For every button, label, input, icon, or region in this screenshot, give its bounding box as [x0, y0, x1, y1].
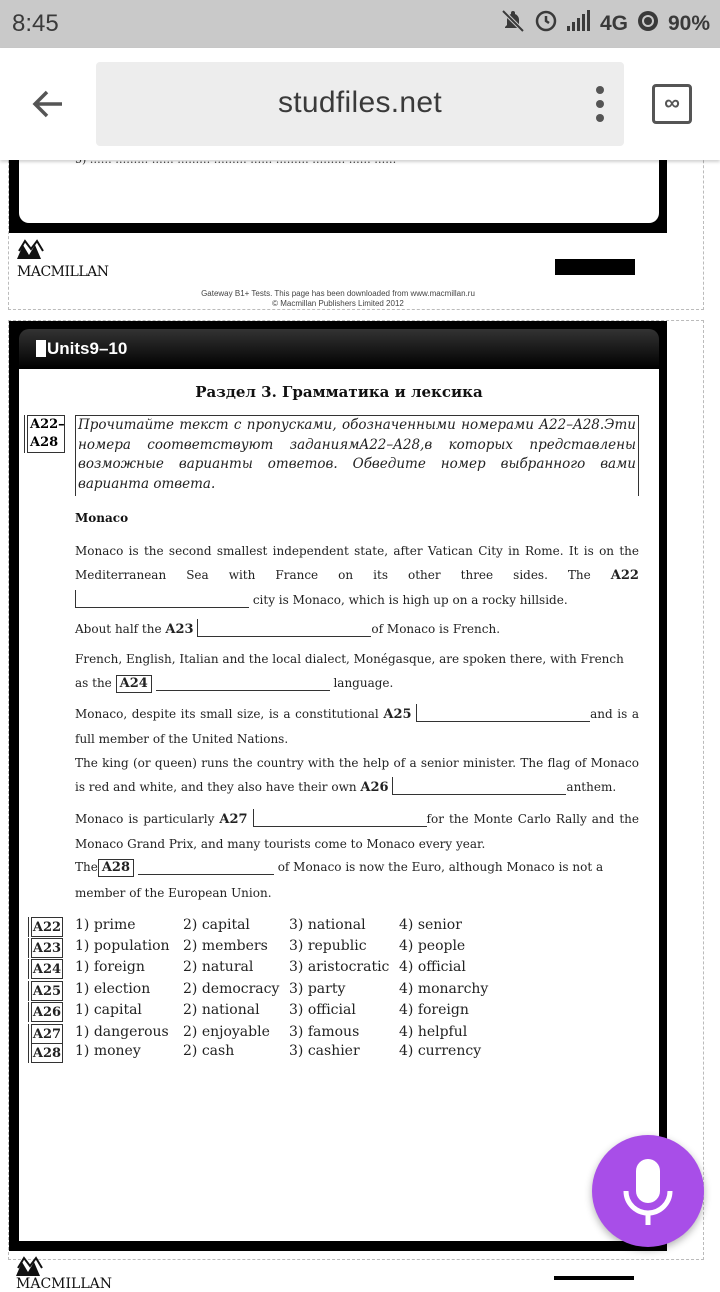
blank-a22 — [75, 590, 249, 608]
option-label: A26 — [31, 1002, 63, 1022]
next-macmillan-text: MACMILLAN — [16, 1276, 112, 1292]
alarm-icon — [534, 9, 558, 39]
blank-a26 — [392, 777, 566, 795]
signal-icon — [566, 10, 592, 38]
p3-text-b: language. — [333, 676, 394, 690]
task-range-box — [27, 415, 65, 453]
p5-text-b: anthem. — [566, 780, 617, 794]
p7-text-b: of Monaco is now the Euro, although Monaco is not a member of the European Union. — [75, 860, 604, 900]
gap-a27: A27 — [219, 812, 248, 827]
option-1[interactable]: 1) capital — [75, 1002, 142, 1018]
footer-line-2: © Macmillan Publishers Limited 2012 — [272, 299, 404, 308]
microphone-icon — [592, 1135, 704, 1247]
network-type: 4G — [599, 12, 628, 35]
option-3[interactable]: 3) republic — [289, 938, 367, 954]
instruction: Прочитайте текст с пропусками, обозначенными номерами A22–A28.Эти номера соответствуют заданиямA22–A28,в которых представлены возможные варианты ответов. Обведите номер выбранного вами варианта ответа. — [75, 415, 639, 496]
blank-a28 — [138, 857, 274, 875]
address-bar[interactable] — [96, 62, 624, 146]
option-2[interactable]: 2) democracy — [183, 981, 280, 997]
option-1[interactable]: 1) money — [75, 1043, 141, 1059]
blank-a27 — [253, 809, 427, 827]
gap-a24: A24 — [116, 675, 152, 693]
p2-text-a: About half the — [75, 622, 162, 636]
task-range-1: A22– — [30, 417, 65, 432]
option-2[interactable]: 2) natural — [183, 959, 254, 975]
status-icons — [500, 9, 710, 39]
page-viewport[interactable] — [0, 160, 720, 1292]
tab-switcher-button[interactable]: ∞ — [652, 84, 692, 124]
option-3[interactable]: 3) official — [289, 1002, 356, 1018]
option-3[interactable]: 3) national — [289, 917, 366, 933]
option-1[interactable]: 1) election — [75, 981, 151, 997]
footer-line-1: Gateway B1+ Tests. This page has been downloaded from www.macmillan.ru — [201, 289, 475, 298]
paragraph-2 — [75, 617, 639, 642]
option-1[interactable]: 1) foreign — [75, 959, 145, 975]
gap-a25: A25 — [383, 707, 412, 722]
p6-text-a: Monaco is particularly — [75, 812, 215, 826]
option-3[interactable]: 3) famous — [289, 1024, 360, 1040]
gap-a22: A22 — [610, 568, 639, 583]
option-2[interactable]: 2) members — [183, 938, 268, 954]
option-label: A27 — [31, 1024, 63, 1044]
option-3[interactable]: 3) party — [289, 981, 346, 997]
p1-text-b: city is Monaco, which is high up on a rocky hillside. — [252, 593, 568, 607]
gap-a26: A26 — [360, 780, 389, 795]
option-2[interactable]: 2) cash — [183, 1043, 235, 1059]
macmillan-logo — [17, 241, 108, 280]
option-2[interactable]: 2) capital — [183, 917, 250, 933]
p4-text-a: Monaco, despite its small size, is a constitutional — [75, 707, 379, 721]
option-1[interactable]: 1) population — [75, 938, 170, 954]
header-marker — [36, 340, 46, 357]
p2-text-b: of Monaco is French. — [371, 622, 501, 636]
macmillan-icon — [17, 241, 43, 259]
option-4[interactable]: 4) people — [399, 938, 466, 954]
p4-text-b: and is a full member of the United Nations. — [75, 707, 639, 746]
p7-text-a: The — [75, 860, 98, 874]
blank-a23 — [197, 619, 371, 637]
mute-icon — [500, 8, 526, 40]
p6-text-b: for the Monte Carlo Rally and the Monaco Grand Prix, and many tourists come to Monaco every year. — [75, 812, 639, 851]
blank-a25 — [416, 704, 590, 722]
paragraph-6 — [75, 807, 639, 856]
units-title: Units9–10 — [47, 339, 128, 358]
option-2[interactable]: 2) enjoyable — [183, 1024, 270, 1040]
macmillan-text: MACMILLAN — [17, 264, 109, 280]
units-header — [19, 329, 659, 369]
url-text: studfiles.net — [278, 86, 442, 119]
document-page — [8, 320, 704, 1260]
option-label: A22 — [31, 917, 63, 937]
task-range-2: A28 — [30, 435, 59, 450]
data-saver-icon — [636, 9, 660, 39]
next-page-logo — [16, 1258, 112, 1292]
previous-page — [8, 140, 704, 310]
gap-a28: A28 — [98, 859, 134, 877]
paragraph-4 — [75, 702, 639, 751]
next-black-bar — [554, 1276, 634, 1280]
option-3[interactable]: 3) aristocratic — [289, 959, 390, 975]
option-1[interactable]: 1) prime — [75, 917, 136, 933]
more-vert-icon[interactable] — [592, 86, 608, 122]
black-bar — [555, 259, 635, 275]
paragraph-5 — [75, 751, 639, 800]
status-time: 8:45 — [12, 10, 59, 37]
paragraph-1 — [75, 539, 639, 612]
option-4[interactable]: 4) foreign — [399, 1002, 469, 1018]
paragraph-3 — [75, 647, 639, 695]
paragraph-7 — [75, 854, 639, 906]
option-label: A25 — [31, 981, 63, 1001]
option-4[interactable]: 4) official — [399, 959, 466, 975]
text-title: Monaco — [75, 511, 129, 525]
battery-level: 90% — [667, 12, 710, 35]
section-title: Раздел 3. Грамматика и лексика — [195, 383, 483, 401]
option-4[interactable]: 4) helpful — [399, 1024, 468, 1040]
status-bar — [0, 0, 720, 48]
p3-text-a: French, English, Italian and the local dialect, Monégasque, are spoken there, with French as the — [75, 652, 624, 690]
p5-text-a: The king (or queen) runs the country with the help of a senior minister. The flag of Monaco is red and white, and they also have their own — [75, 756, 639, 794]
p1-text-a: Monaco is the second smallest independent state, after Vatican City in Rome. It is on the Mediterranean Sea with France on its other three sides. The — [75, 544, 639, 582]
option-4[interactable]: 4) senior — [399, 917, 462, 933]
browser-toolbar — [0, 48, 720, 160]
macmillan-icon — [16, 1258, 42, 1276]
gap-a23: A23 — [165, 622, 194, 637]
option-label: A28 — [31, 1043, 63, 1063]
option-label: A24 — [31, 959, 63, 979]
page-inner — [19, 369, 659, 1241]
option-label: A23 — [31, 938, 63, 958]
option-2[interactable]: 2) national — [183, 1002, 260, 1018]
option-1[interactable]: 1) dangerous — [75, 1024, 169, 1040]
option-4[interactable]: 4) currency — [399, 1043, 482, 1059]
blank-a24 — [156, 673, 330, 691]
arrow-left-icon — [30, 86, 66, 122]
option-3[interactable]: 3) cashier — [289, 1043, 360, 1059]
voice-search-button[interactable] — [592, 1135, 704, 1247]
option-4[interactable]: 4) monarchy — [399, 981, 489, 997]
options-table — [1, 917, 641, 1077]
back-button[interactable] — [22, 78, 74, 130]
